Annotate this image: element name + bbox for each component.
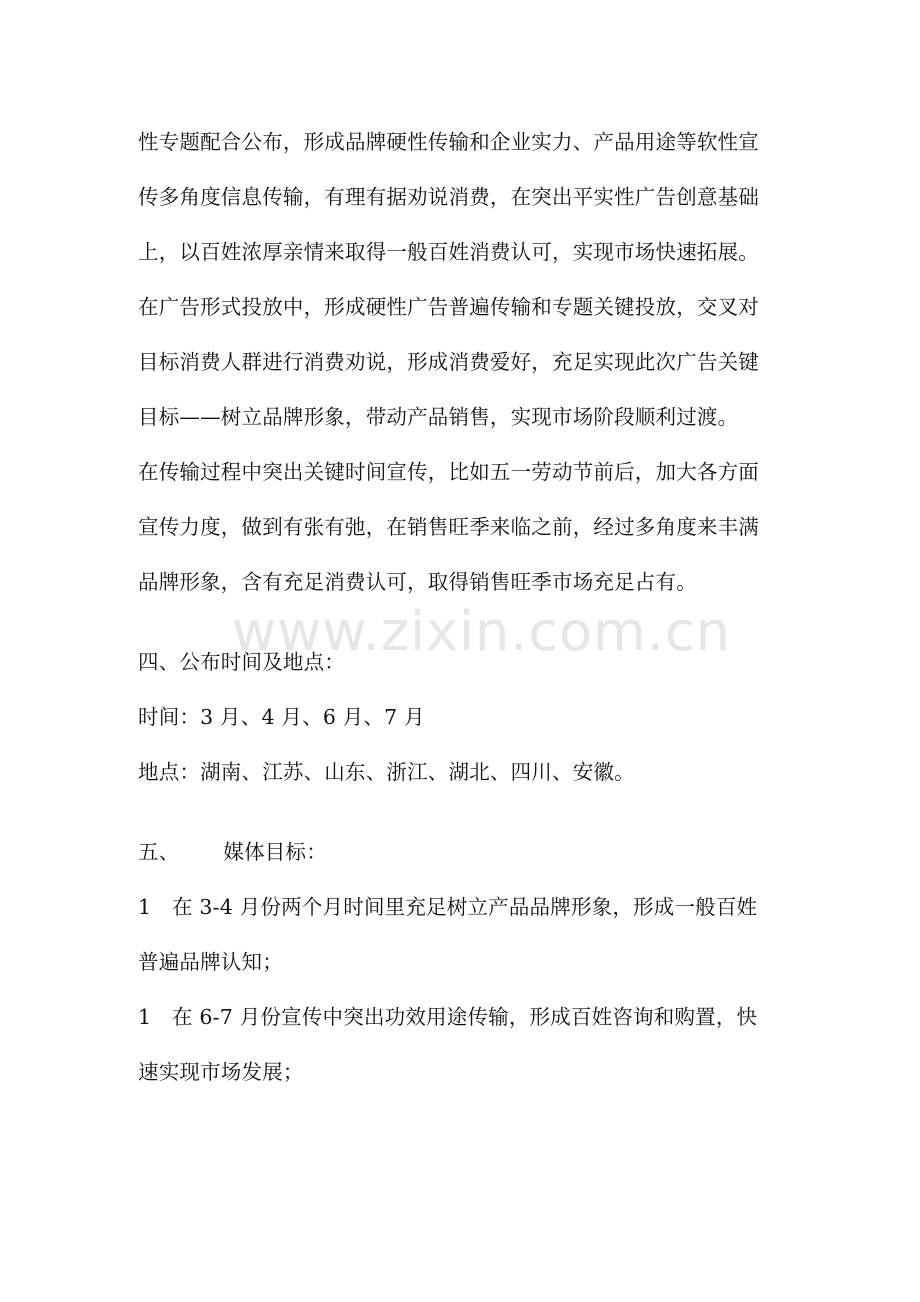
goal-1-text: 在 3-4 月份两个月时间里充足树立产品品牌形象，形成一般百姓 (172, 895, 758, 919)
paragraph-1-line-2: 传多角度信息传输，有理有据劝说消费，在突出平实性广告创意基础 (138, 185, 759, 209)
section-4-time: 时间：3 月、4 月、6 月、7 月 (138, 705, 425, 729)
goal-2-line-2: 速实现市场发展； (138, 1060, 304, 1084)
paragraph-3-line-3: 品牌形象，含有充足消费认可，取得销售旺季市场充足占有。 (138, 570, 697, 594)
section-5-heading-text: 媒体目标： (223, 840, 327, 864)
goal-2-number: 1 (138, 1005, 152, 1029)
goal-1-line-2: 普遍品牌认知； (138, 950, 283, 974)
section-4-place: 地点：湖南、江苏、山东、浙江、湖北、四川、安徽。 (138, 760, 635, 784)
paragraph-2-line-1: 在广告形式投放中，形成硬性广告普遍传输和专题关键投放，交叉对 (138, 295, 759, 319)
section-5-heading (138, 838, 327, 866)
section-4-heading: 四、公布时间及地点： (138, 650, 345, 674)
paragraph-2-line-3: 目标——树立品牌形象，带动产品销售，实现市场阶段顺利过渡。 (138, 405, 739, 429)
paragraph-1-line-3: 上，以百姓浓厚亲情来取得一般百姓消费认可，实现市场快速拓展。 (138, 240, 759, 264)
goal-2-text: 在 6-7 月份宣传中突出功效用途传输，形成百姓咨询和购置，快 (172, 1005, 758, 1029)
goal-1-line-1 (138, 893, 757, 921)
paragraph-3-line-2: 宣传力度，做到有张有弛，在销售旺季来临之前，经过多角度来丰满 (138, 515, 759, 539)
goal-1-number: 1 (138, 895, 152, 919)
paragraph-1-line-1: 性专题配合公布，形成品牌硬性传输和企业实力、产品用途等软性宣 (138, 130, 759, 154)
section-5-heading-number: 五、 (138, 840, 180, 864)
paragraph-2-line-2: 目标消费人群进行消费劝说，形成消费爱好，充足实现此次广告关键 (138, 350, 759, 374)
watermark: www.zixin.com.cn (232, 600, 731, 663)
goal-2-line-1 (138, 1003, 757, 1031)
paragraph-3-line-1: 在传输过程中突出关键时间宣传，比如五一劳动节前后，加大各方面 (138, 460, 759, 484)
